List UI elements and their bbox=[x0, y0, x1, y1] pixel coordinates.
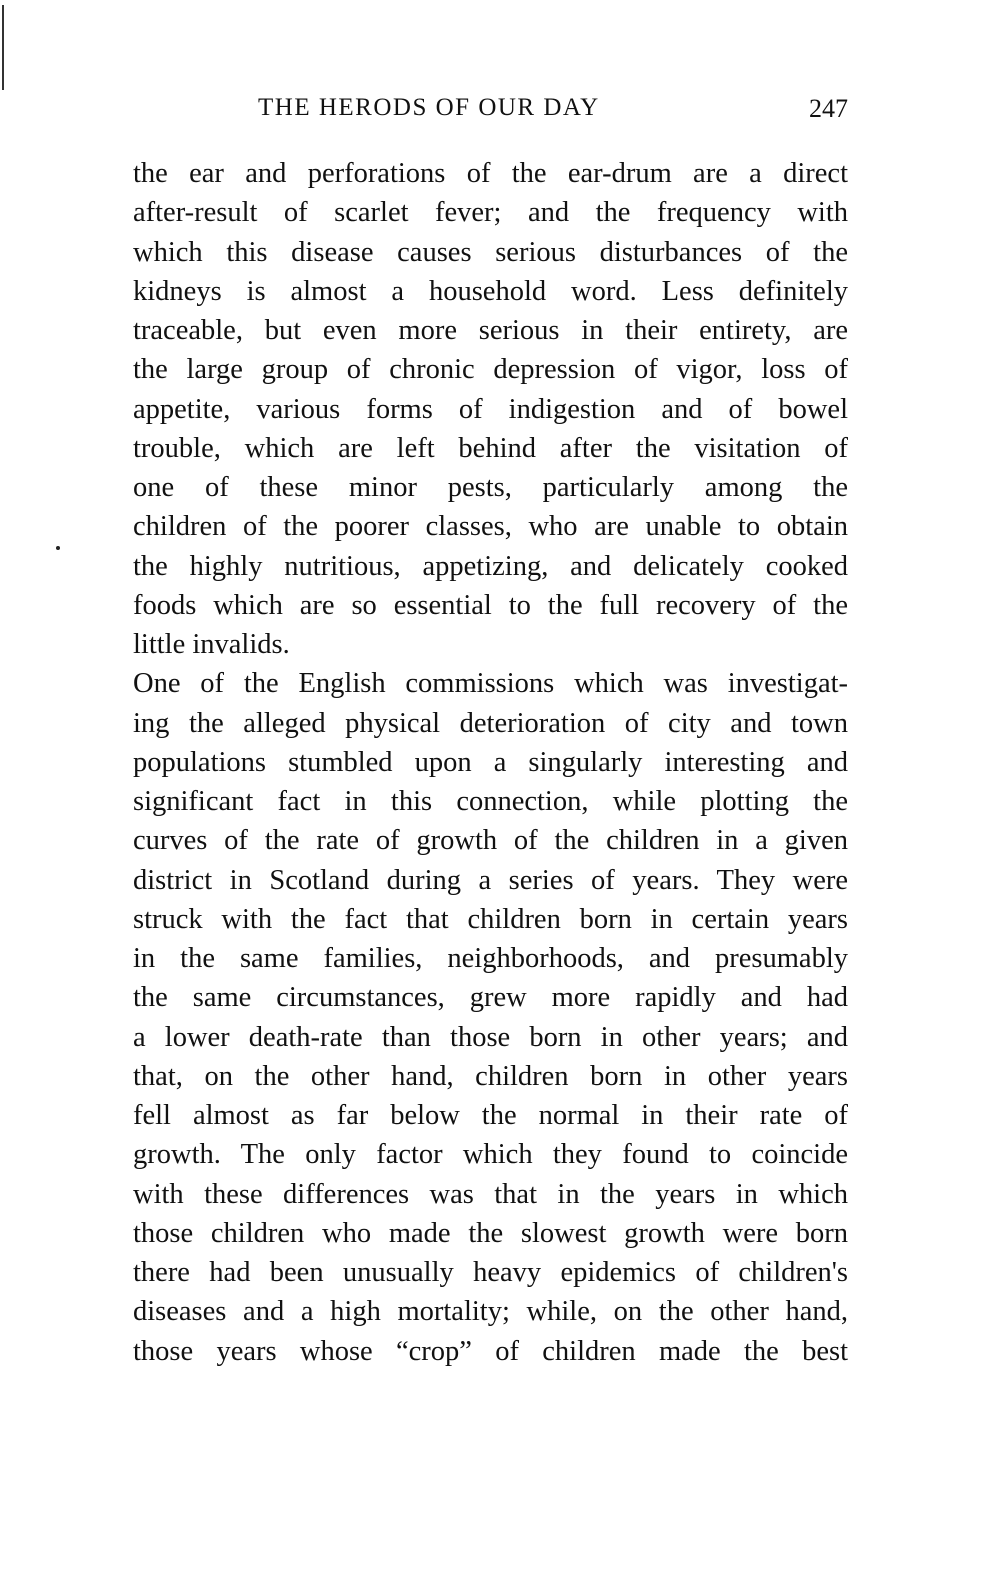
text-line: with these differences was that in the years in which bbox=[133, 1178, 848, 1210]
text-line: kidneys is almost a household word. Less definitely bbox=[133, 275, 848, 307]
text-line: trouble, which are left behind after the visitation of bbox=[133, 432, 848, 464]
text-line: after-result of scarlet fever; and the frequency with bbox=[133, 197, 848, 229]
text-line: the same circumstances, grew more rapidly and had bbox=[133, 982, 848, 1014]
text-line: there had been unusually heavy epidemics of children's bbox=[133, 1257, 848, 1288]
text-line: that, on the other hand, children born in other years bbox=[133, 1060, 848, 1092]
text-line: those years whose “crop” of children made the best bbox=[133, 1335, 848, 1367]
text-line: struck with the fact that children born in certain years bbox=[133, 903, 848, 935]
text-line: diseases and a high mortality; while, on the other hand, bbox=[133, 1296, 848, 1328]
text-line: children of the poorer classes, who are unable to obtain bbox=[133, 511, 848, 543]
scan-edge-mark bbox=[2, 5, 4, 90]
text-line: a lower death-rate than those born in other years; and bbox=[133, 1021, 848, 1053]
text-line: little invalids. bbox=[133, 629, 290, 660]
text-line: populations stumbled upon a singularly interesting and bbox=[133, 746, 848, 778]
text-line: foods which are so essential to the full recovery of the bbox=[133, 589, 848, 621]
text-line: the highly nutritious, appetizing, and delicately cooked bbox=[133, 550, 848, 582]
text-line: the large group of chronic depression of vigor, loss of bbox=[133, 354, 848, 386]
text-line: growth. The only factor which they found to coincide bbox=[133, 1139, 848, 1171]
scan-speck bbox=[56, 546, 60, 550]
text-line: the ear and perforations of the ear-drum are a direct bbox=[133, 158, 848, 189]
text-line: those children who made the slowest growth were born bbox=[133, 1217, 848, 1249]
text-line: district in Scotland during a series of years. They were bbox=[133, 864, 848, 896]
text-line: traceable, but even more serious in their entirety, are bbox=[133, 315, 848, 346]
text-line: appetite, various forms of indigestion and of bowel bbox=[133, 393, 848, 425]
body-text bbox=[133, 154, 848, 1371]
text-line: One of the English commissions which was investigat- bbox=[133, 668, 848, 700]
text-line: significant fact in this connection, while plotting the bbox=[133, 786, 848, 817]
running-head bbox=[133, 94, 848, 130]
running-title: THE HERODS OF OUR DAY bbox=[258, 94, 600, 121]
text-line: in the same families, neighborhoods, and presumably bbox=[133, 943, 848, 974]
text-line: which this disease causes serious disturbances of the bbox=[133, 236, 848, 268]
page-number: 247 bbox=[809, 94, 848, 123]
text-line: curves of the rate of growth of the children in a given bbox=[133, 825, 848, 857]
text-line: fell almost as far below the normal in their rate of bbox=[133, 1100, 848, 1131]
text-line: one of these minor pests, particularly among the bbox=[133, 472, 848, 503]
text-line: ing the alleged physical deterioration of city and town bbox=[133, 707, 848, 739]
